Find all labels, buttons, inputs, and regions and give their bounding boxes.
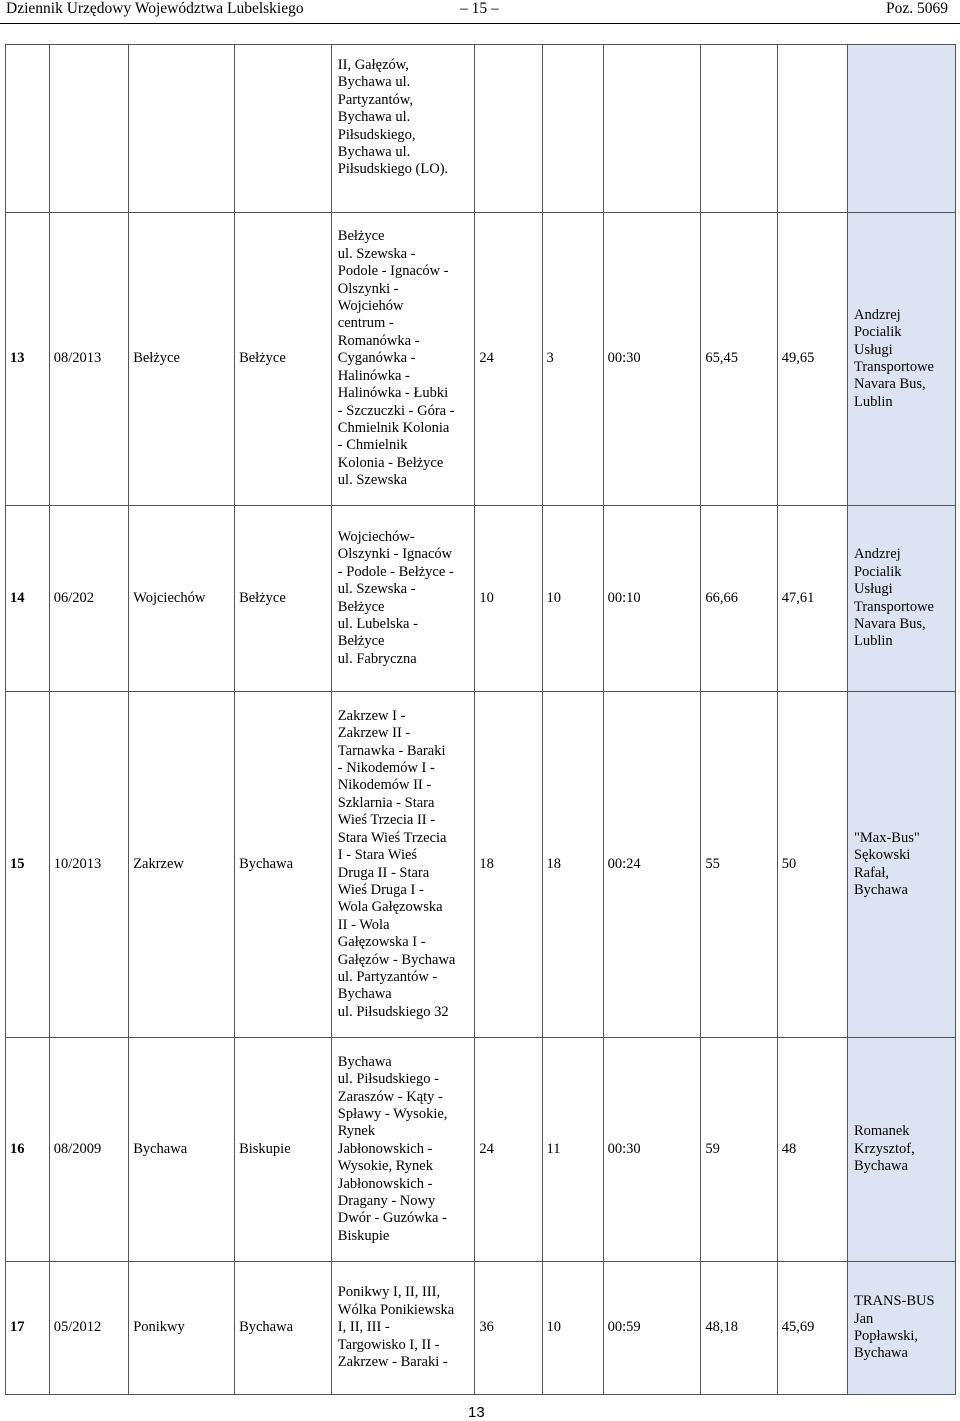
carrier-line: Pocialik — [853, 563, 902, 580]
route-line: Wieś Trzecia II - — [337, 812, 436, 829]
route-line: Spławy - Wysokie, — [337, 1105, 448, 1122]
value-c-cell: 66,66 — [701, 506, 777, 692]
value-d-cell: 48 — [777, 1038, 847, 1262]
routes-table — [5, 44, 956, 1395]
origin-cell: Bełżyce — [129, 213, 235, 506]
line-id-cell: 10/2013 — [49, 692, 128, 1038]
route-line: ul. Lubelska - — [337, 615, 418, 632]
journal-title: Dziennik Urzędowy Województwa Lubelskiego — [6, 0, 304, 17]
route-line: Szklarnia - Stara — [337, 794, 435, 811]
row-number-cell: 13 — [6, 213, 50, 506]
route-line: Tarnawka - Baraki — [337, 742, 446, 759]
route-line: ul. Szewska - — [337, 581, 416, 598]
table-row — [6, 1262, 956, 1395]
carrier-line: Usługi — [853, 581, 893, 598]
route-line: Bełżyce — [337, 228, 385, 245]
route-line: Halinówka - Łubki — [337, 385, 449, 402]
route-line: Olszynki - Ignaców — [337, 546, 453, 563]
destination-cell: Bełżyce — [235, 506, 332, 692]
origin-cell: Zakrzew — [129, 692, 235, 1038]
line-id-cell: 08/2009 — [49, 1038, 128, 1262]
row-number-cell: 14 — [6, 506, 50, 692]
table-row — [6, 213, 956, 506]
route-line: - Chmielnik — [337, 437, 408, 454]
route-line: Zakrzew I - — [337, 707, 406, 724]
carrier-line: Lublin — [853, 633, 893, 650]
value-a-cell: 24 — [475, 1038, 542, 1262]
route-line: ul. Szewska — [337, 472, 408, 489]
value-d-cell: 49,65 — [777, 213, 847, 506]
route-line: II - Wola — [337, 916, 390, 933]
route-line: Biskupie — [337, 1227, 390, 1244]
destination-cell: Biskupie — [235, 1038, 332, 1262]
value-a-cell: 36 — [475, 1262, 542, 1395]
route-line: Targowisko I, II - — [337, 1336, 440, 1353]
carrier-line: Popławski, — [853, 1328, 919, 1344]
route-line: Nikodemów II - — [337, 777, 432, 794]
carrier-cell — [847, 506, 955, 692]
route-line: Wojciehów — [337, 298, 404, 315]
route-line: ul. Piłsudskiego 32 — [337, 1003, 449, 1020]
origin-cell: Ponikwy — [129, 1262, 235, 1395]
route-line: Ponikwy I, II, III, — [337, 1284, 441, 1301]
value-c-cell: 55 — [701, 692, 777, 1038]
route-line: Wysokie, Rynek — [337, 1158, 433, 1175]
carrier-line: Usługi — [853, 341, 893, 358]
route-line: Chmielnik Kolonia — [337, 419, 450, 436]
carrier-line: Bychawa — [853, 881, 908, 898]
carrier-cell — [847, 1262, 955, 1395]
route-line: Bychawa — [337, 986, 392, 1003]
route-line: Jabłonowskich - — [337, 1140, 433, 1157]
route-line: I, II, III - — [337, 1319, 390, 1336]
table-row — [6, 692, 956, 1038]
value-a-cell: 18 — [475, 692, 542, 1038]
origin-cell: Wojciechów — [129, 506, 235, 692]
route-line: Halinówka - — [337, 367, 410, 384]
value-c-cell: 48,18 — [701, 1262, 777, 1395]
route-line: Olszynki - — [337, 280, 399, 297]
carrier-line: "Max-Bus" — [853, 829, 920, 846]
time-cell: 00:59 — [603, 1262, 701, 1395]
route-line: Zakrzew II - — [337, 725, 411, 742]
route-line: centrum - — [337, 315, 394, 332]
line-id-cell: 06/202 — [49, 506, 128, 692]
value-c-cell: 59 — [701, 1038, 777, 1262]
carrier-line: Navara Bus, — [853, 615, 926, 632]
route-cell: II, Gałęzów, Bychawa ul. Partyzantów, Bychawa ul. Piłsudskiego, Bychawa ul. Piłsudskiego (LO). — [331, 45, 475, 213]
route-line: Jabłonowskich - — [337, 1175, 433, 1192]
route-line: Rynek — [337, 1123, 376, 1140]
destination-cell: Bychawa — [235, 692, 332, 1038]
route-line: - Podole - Bełżyce - — [337, 563, 454, 580]
carrier-line: Sękowski — [853, 847, 911, 864]
route-line: ul. Partyzantów - — [337, 968, 438, 985]
route-line: ul. Fabryczna — [337, 650, 417, 667]
route-line: ul. Szewska - — [337, 245, 416, 262]
route-line: Dragany - Nowy — [337, 1193, 436, 1210]
route-line: Druga II - Stara — [337, 864, 430, 881]
value-b-cell: 10 — [542, 506, 603, 692]
carrier-line: Jan — [853, 1310, 874, 1327]
carrier-line: Romanek — [853, 1123, 910, 1140]
row-number-cell: 17 — [6, 1262, 50, 1395]
route-line: - Szczuczki - Góra - — [337, 402, 455, 419]
carrier-line: Pocialik — [853, 324, 902, 341]
route-cell — [331, 692, 475, 1038]
carrier-cell — [847, 1038, 955, 1262]
route-line: Zakrzew - Baraki - — [337, 1354, 448, 1371]
carrier-line: Transportowe — [853, 598, 934, 615]
table-row — [6, 506, 956, 692]
route-cell — [331, 213, 475, 506]
route-line: Wieś Druga I - — [337, 881, 424, 898]
route-line: Bełżyce — [337, 598, 385, 615]
route-line: ul. Piłsudskiego - — [337, 1071, 439, 1088]
value-b-cell: 3 — [542, 213, 603, 506]
carrier-line: Andzrej — [853, 306, 901, 323]
route-line: Gałęzów - Bychawa — [337, 951, 456, 968]
position-number: Poz. 5069 — [886, 0, 948, 17]
route-line: Cyganówka - — [337, 350, 416, 367]
carrier-line: Andzrej — [853, 546, 901, 563]
table-row-continuation — [6, 45, 956, 213]
route-line: Bychawa — [337, 1053, 392, 1070]
value-b-cell: 10 — [542, 1262, 603, 1395]
time-cell: 00:10 — [603, 506, 701, 692]
value-b-cell: 11 — [542, 1038, 603, 1262]
route-line: Stara Wieś Trzecia — [337, 829, 447, 846]
carrier-line: Rafał, — [853, 864, 889, 881]
page-header — [0, 0, 960, 22]
route-cell — [331, 1262, 475, 1395]
time-cell: 00:30 — [603, 1038, 701, 1262]
line-id-cell: 05/2012 — [49, 1262, 128, 1395]
row-number-cell: 15 — [6, 692, 50, 1038]
carrier-line: Lublin — [853, 393, 893, 410]
carrier-line: Bychawa — [853, 1158, 908, 1175]
row-number-cell: 16 — [6, 1038, 50, 1262]
route-line: Gałęzowska I - — [337, 934, 426, 951]
carrier-cell — [847, 213, 955, 506]
value-a-cell: 24 — [475, 213, 542, 506]
route-line: Romanówka - — [337, 332, 420, 349]
route-line: Bełżyce — [337, 633, 385, 650]
time-cell: 00:24 — [603, 692, 701, 1038]
route-line: Wojciechów- — [337, 528, 415, 545]
line-id-cell: 08/2013 — [49, 213, 128, 506]
route-line: Wólka Ponikiewska — [337, 1301, 455, 1318]
destination-cell: Bychawa — [235, 1262, 332, 1395]
carrier-line: Transportowe — [853, 359, 934, 375]
carrier-line: Navara Bus, — [853, 376, 926, 393]
route-line: Podole - Ignaców - — [337, 263, 449, 280]
route-line: I - Stara Wieś — [337, 847, 418, 864]
value-c-cell: 65,45 — [701, 213, 777, 506]
page-number: 13 — [468, 1404, 485, 1421]
value-d-cell: 45,69 — [777, 1262, 847, 1395]
route-line: Dwór - Guzówka - — [337, 1210, 447, 1227]
origin-cell: Bychawa — [129, 1038, 235, 1262]
route-cell — [331, 1038, 475, 1262]
time-cell: 00:30 — [603, 213, 701, 506]
route-line: - Nikodemów I - — [337, 760, 435, 777]
destination-cell: Bełżyce — [235, 213, 332, 506]
carrier-line: Krzysztof, — [853, 1140, 915, 1157]
route-line: Zaraszów - Kąty - — [337, 1088, 443, 1105]
page-indicator: – 15 – — [460, 0, 499, 17]
value-d-cell: 47,61 — [777, 506, 847, 692]
carrier-line: Bychawa — [853, 1345, 908, 1362]
route-line: Wola Gałęzowska — [337, 899, 443, 916]
value-a-cell: 10 — [475, 506, 542, 692]
carrier-cell — [847, 692, 955, 1038]
value-d-cell: 50 — [777, 692, 847, 1038]
header-rule — [0, 23, 960, 24]
route-line: Kolonia - Bełżyce — [337, 454, 444, 471]
value-b-cell: 18 — [542, 692, 603, 1038]
carrier-line: TRANS-BUS — [853, 1293, 935, 1310]
route-cell — [331, 506, 475, 692]
table-row — [6, 1038, 956, 1262]
